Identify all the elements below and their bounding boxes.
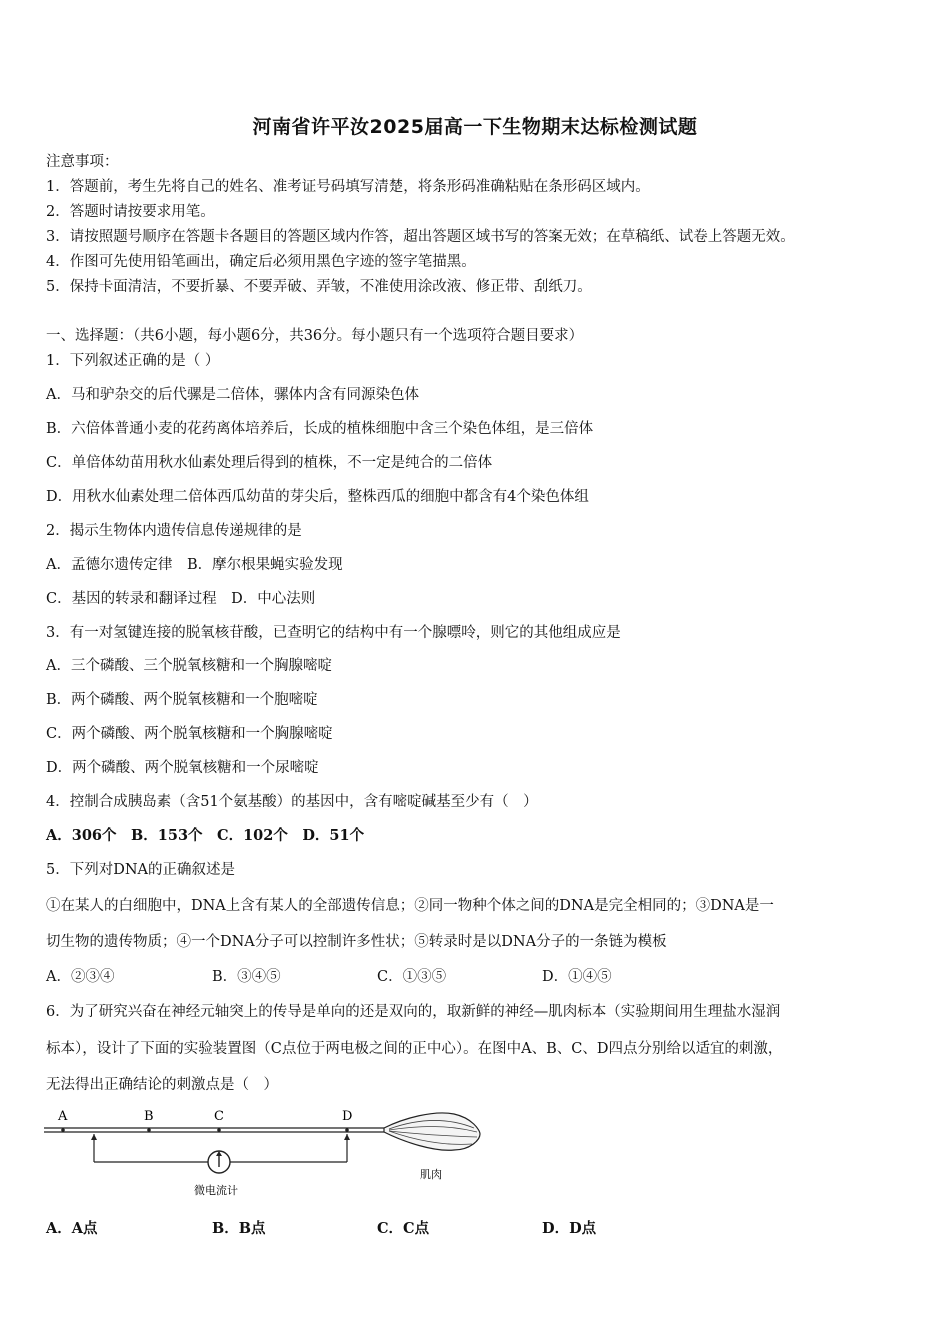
nerve-muscle-diagram bbox=[44, 1104, 484, 1200]
notice-item-3: 3．请按照题号顺序在答题卡各题目的答题区域内作答，超出答题区域书写的答案无效；在草稿纸、试卷上答题无效。 bbox=[46, 229, 795, 245]
point-b-dot bbox=[147, 1128, 151, 1132]
q6-stem-line-2: 标本），设计了下面的实验装置图（C点位于两电极之间的正中心）。在图中A、B、C、D四点分别给以适宜的刺激， bbox=[46, 1041, 783, 1057]
section-header: 一、选择题：（共6小题，每小题6分，共36分。每小题只有一个选项符合题目要求） bbox=[46, 328, 584, 344]
q5-statement-line-2: 切生物的遗传物质；④一个DNA分子可以控制许多性状；⑤转录时是以DNA分子的一条链为模板 bbox=[46, 934, 667, 950]
q5-statement-line-1: ①在某人的白细胞中，DNA上含有某人的全部遗传信息；②同一物种个体之间的DNA是完全相同的；③DNA是一 bbox=[46, 898, 774, 914]
point-label-b: B bbox=[144, 1109, 154, 1124]
notice-item-4: 4．作图可先使用铅笔画出，确定后必须用黑色字迹的签字笔描黑。 bbox=[46, 254, 476, 270]
notice-item-5: 5．保持卡面清洁，不要折暴、不要弄破、弄皱，不准使用涂改液、修正带、刮纸刀。 bbox=[46, 279, 592, 295]
q2-options-row-2: C．基因的转录和翻译过程 D．中心法则 bbox=[46, 591, 316, 607]
q1-option-b: B．六倍体普通小麦的花药离体培养后，长成的植株细胞中含三个染色体组，是三倍体 bbox=[46, 421, 594, 437]
q5-option-d: D．①④⑤ bbox=[542, 969, 612, 985]
q6-stem-line-3: 无法得出正确结论的刺激点是（ ） bbox=[46, 1077, 278, 1093]
q5-stem: 5．下列对DNA的正确叙述是 bbox=[46, 862, 236, 878]
point-label-c: C bbox=[214, 1109, 224, 1124]
q4-stem: 4．控制合成胰岛素（含51个氨基酸）的基因中，含有嘧啶碱基至少有（ ） bbox=[46, 794, 538, 810]
q6-option-b: B．B点 bbox=[212, 1220, 266, 1237]
q5-option-b: B．③④⑤ bbox=[212, 969, 281, 985]
q3-option-b: B．两个磷酸、两个脱氧核糖和一个胞嘧啶 bbox=[46, 692, 318, 708]
notice-header: 注意事项： bbox=[46, 154, 119, 170]
point-d-dot bbox=[345, 1128, 349, 1132]
galvanometer-label: 微电流计 bbox=[194, 1184, 238, 1197]
q3-option-d: D．两个磷酸、两个脱氧核糖和一个尿嘧啶 bbox=[46, 760, 319, 776]
point-label-d: D bbox=[342, 1109, 353, 1124]
q4-options: A．306个 B．153个 C．102个 D．51个 bbox=[46, 827, 365, 844]
q1-stem: 1．下列叙述正确的是（ ） bbox=[46, 353, 220, 369]
q6-option-a: A．A点 bbox=[46, 1220, 98, 1237]
q3-option-c: C．两个磷酸、两个脱氧核糖和一个胸腺嘧啶 bbox=[46, 726, 333, 742]
q2-stem: 2．揭示生物体内遗传信息传递规律的是 bbox=[46, 523, 302, 539]
muscle-label: 肌肉 bbox=[420, 1168, 442, 1181]
notice-item-1: 1．答题前，考生先将自己的姓名、准考证号码填写清楚，将条形码准确粘贴在条形码区域内。 bbox=[46, 179, 650, 195]
electrode-right-tip bbox=[344, 1134, 350, 1140]
point-a-dot bbox=[61, 1128, 65, 1132]
point-c-dot bbox=[217, 1128, 221, 1132]
notice-item-2: 2．答题时请按要求用笔。 bbox=[46, 204, 215, 220]
q1-option-d: D．用秋水仙素处理二倍体西瓜幼苗的芽尖后，整株西瓜的细胞中都含有4个染色体组 bbox=[46, 489, 589, 505]
page-title: 河南省许平汝2025届高一下生物期末达标检测试题 bbox=[252, 116, 698, 138]
q5-option-c: C．①③⑤ bbox=[377, 969, 447, 985]
point-label-a: A bbox=[58, 1109, 68, 1124]
q6-option-c: C．C点 bbox=[377, 1220, 430, 1237]
q2-options-row-1: A．孟德尔遗传定律 B．摩尔根果蝇实验发现 bbox=[46, 557, 343, 573]
q6-stem-line-1: 6．为了研究兴奋在神经元轴突上的传导是单向的还是双向的，取新鲜的神经—肌肉标本（实验期间用生理盐水湿润 bbox=[46, 1004, 781, 1020]
q3-stem: 3．有一对氢键连接的脱氧核苷酸，已查明它的结构中有一个腺嘌呤，则它的其他组成应是 bbox=[46, 625, 621, 641]
q6-option-d: D．D点 bbox=[542, 1220, 597, 1237]
q5-option-a: A．②③④ bbox=[46, 969, 115, 985]
electrode-left-tip bbox=[91, 1134, 97, 1140]
q1-option-a: A．马和驴杂交的后代骡是二倍体，骡体内含有同源染色体 bbox=[46, 387, 419, 403]
q1-option-c: C．单倍体幼苗用秋水仙素处理后得到的植株，不一定是纯合的二倍体 bbox=[46, 455, 493, 471]
q3-option-a: A．三个磷酸、三个脱氧核糖和一个胸腺嘧啶 bbox=[46, 658, 332, 674]
